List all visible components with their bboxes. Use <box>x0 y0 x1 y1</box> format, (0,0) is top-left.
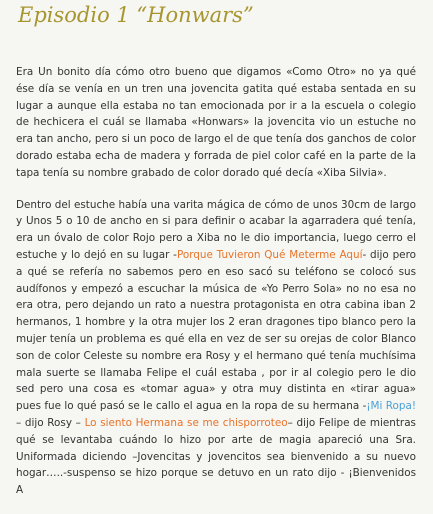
narration-text: Dentro del estuche había una varita mágica de cómo de unos 30cm de largo y Unos 5 o 10 de ancho en si para definir o acabar la agarradera qué tenía, era un óvalo de color Rojo pero a Xiba no le dio importancia, luego cerro el estuche y lo dejó en su lugar - <box>16 198 416 261</box>
narration-text: - dijo pero a qué se refería no sabemos pero en eso sacó su teléfono se colocó sus audífonos y empezó a escuchar la música de «Yo Perro Sola» no no esa no era otra, pero dejando un rato a nuestra protagonista en otra cabina iban 2 hermanos, 1 hombre y la otra mujer los 2 eran dragones tipo blanco pero la mujer tenía un problema es qué ella en vez de ser su orejas de color Blanco son de color Celeste su nombre era Rosy y el hermano qué tenía muchísima mala suerte se llamaba Felipe el cuál estaba , por ir al colegio pero le dio sed pero una cosa es «tomar agua» y otra muy distinta en «tirar agua» pues fue lo qué pasó se le callo el agua en la ropa de su hermana - <box>16 248 416 413</box>
dialogue-text: Lo siento Hermana se me chisporroteo <box>84 416 288 429</box>
dialogue-text: ¡Mi Ropa! <box>366 400 416 413</box>
story-body <box>16 64 416 514</box>
dialogue-text: Porque Tuvieron Qué Meterme Aquí <box>176 248 363 261</box>
narration-text: Era Un bonito día cómo otro bueno que digamos «Como Otro» no ya qué ése día se venía en un tren una jovencita gatita qué estaba sentada en su lugar a aunque ella estaba no tan emocionada por ir a la escuela o colegio de hechicera el cuál se llamaba «Honwars» la jovencita vio un estuche no era tan ancho, pero si un poco de largo el de que tenía dos ganchos de color dorado estaba echa de madera y forrada de piel color café en la parte de la tapa tenía su nombre grabado de color dorado qué decía «Xiba Silvia». <box>16 66 416 179</box>
episode-title: Episodio 1 “Honwars” <box>18 3 254 27</box>
narration-text: – dijo Felipe de mientras qué se levantaba cuándo lo hizo por arte de magia apareció una Sra. Uniformada diciendo –Jovencitas y jovencitos sea bienvenido a su nuevo hogar…..-suspenso se hizo porque se detuvo en un rato dijo - ¡Bienvenidos A <box>16 416 416 497</box>
story-paragraph <box>16 197 416 499</box>
story-paragraph <box>16 64 416 182</box>
narration-text: – dijo Rosy – <box>16 416 85 429</box>
